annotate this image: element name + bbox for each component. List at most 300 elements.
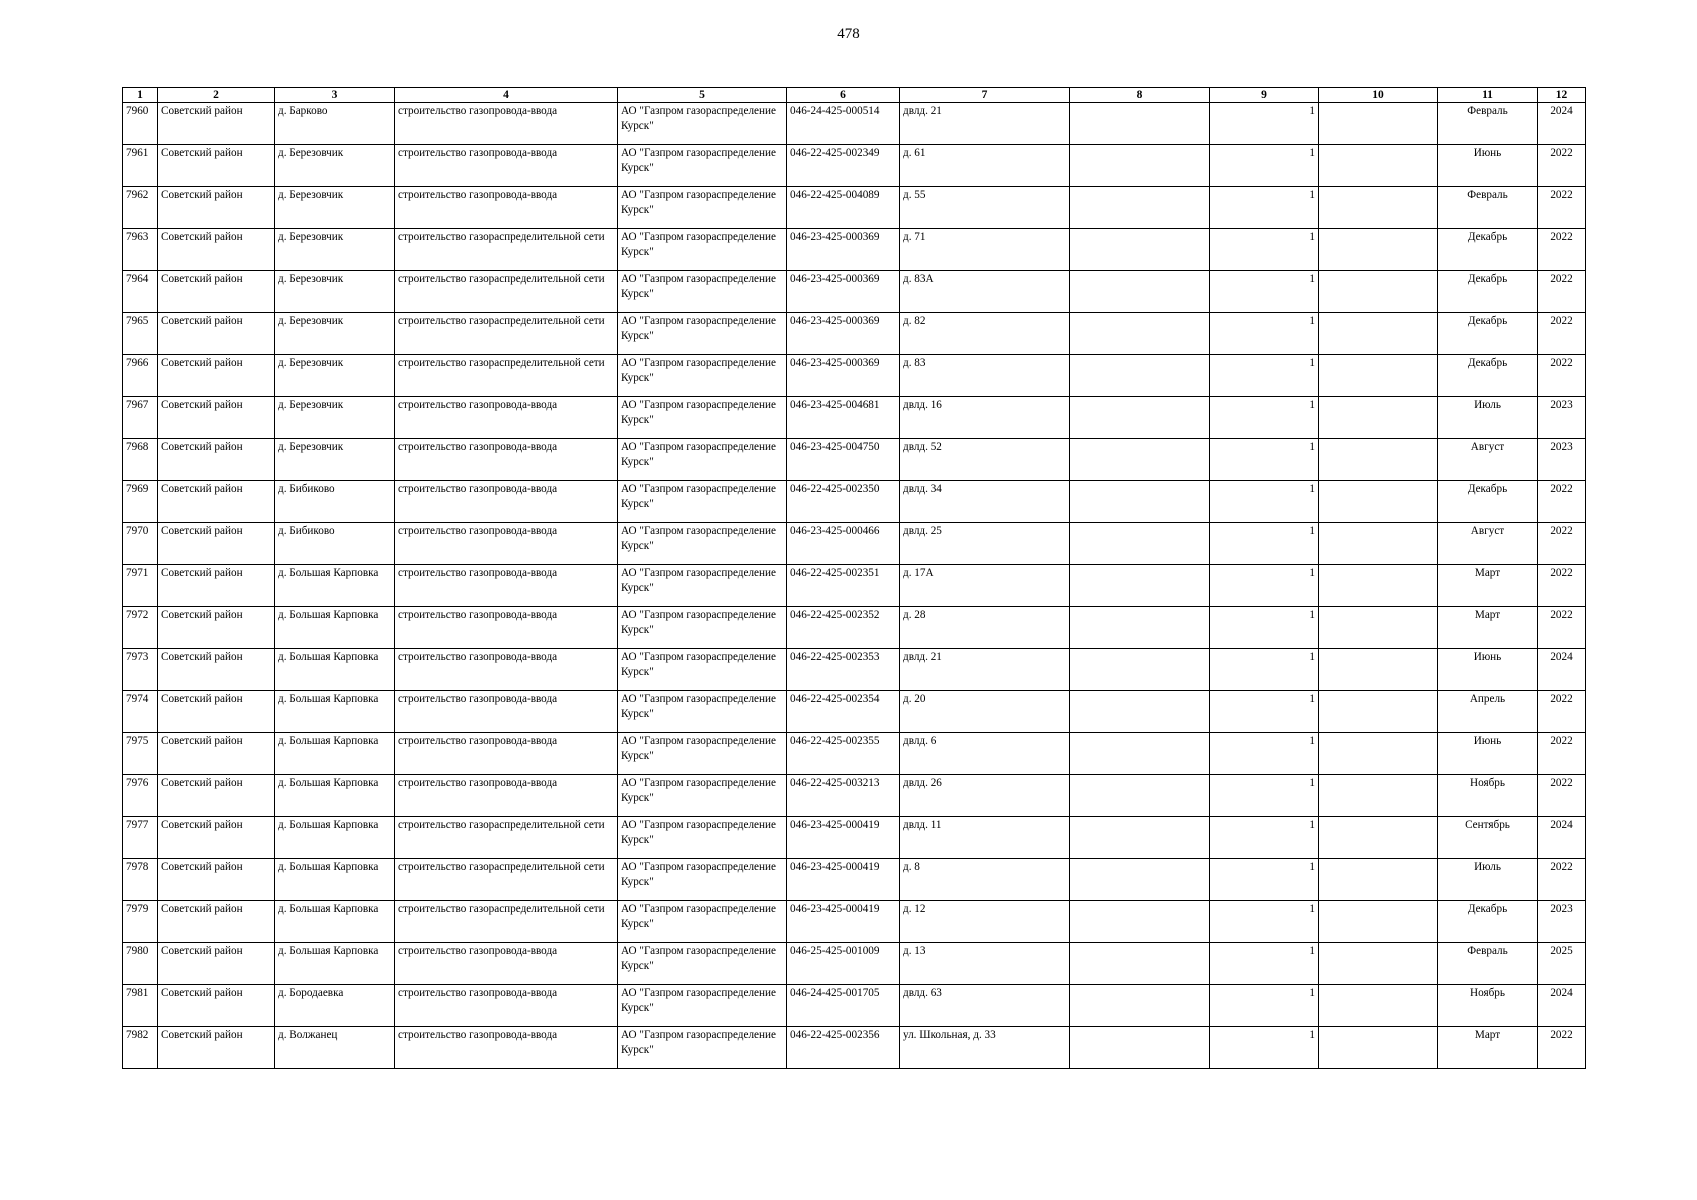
year-cell: 2023 — [1538, 439, 1586, 481]
organization-cell: АО "Газпром газораспределение Курск" — [618, 271, 787, 313]
table-row — [123, 817, 1586, 859]
column-8-cell — [1070, 733, 1210, 775]
row-number: 7960 — [123, 103, 158, 145]
work-type-cell: строительство газопровода-ввода — [395, 943, 618, 985]
table-row — [123, 397, 1586, 439]
quantity-cell: 1 — [1210, 397, 1319, 439]
table-row — [123, 229, 1586, 271]
month-cell: Февраль — [1438, 103, 1538, 145]
registry-code-cell: 046-23-425-000369 — [787, 355, 900, 397]
month-cell: Апрель — [1438, 691, 1538, 733]
work-type-cell: строительство газораспределительной сети — [395, 901, 618, 943]
column-header-11: 11 — [1438, 88, 1538, 103]
column-number-row — [123, 88, 1586, 103]
district-cell: Советский район — [158, 691, 275, 733]
district-cell: Советский район — [158, 1027, 275, 1069]
row-number: 7962 — [123, 187, 158, 229]
organization-cell: АО "Газпром газораспределение Курск" — [618, 1027, 787, 1069]
district-cell: Советский район — [158, 271, 275, 313]
month-cell: Август — [1438, 523, 1538, 565]
registry-code-cell: 046-22-425-002353 — [787, 649, 900, 691]
work-type-cell: строительство газопровода-ввода — [395, 103, 618, 145]
work-type-cell: строительство газопровода-ввода — [395, 775, 618, 817]
settlement-cell: д. Бибиково — [275, 523, 395, 565]
column-10-cell — [1319, 187, 1438, 229]
organization-cell: АО "Газпром газораспределение Курск" — [618, 901, 787, 943]
settlement-cell: д. Большая Карповка — [275, 733, 395, 775]
quantity-cell: 1 — [1210, 985, 1319, 1027]
table-row — [123, 355, 1586, 397]
year-cell: 2022 — [1538, 271, 1586, 313]
settlement-cell: д. Большая Карповка — [275, 607, 395, 649]
quantity-cell: 1 — [1210, 565, 1319, 607]
district-cell: Советский район — [158, 985, 275, 1027]
registry-code-cell: 046-22-425-002350 — [787, 481, 900, 523]
settlement-cell: д. Березовчик — [275, 271, 395, 313]
row-number: 7978 — [123, 859, 158, 901]
table-row — [123, 775, 1586, 817]
organization-cell: АО "Газпром газораспределение Курск" — [618, 691, 787, 733]
address-cell: д. 55 — [900, 187, 1070, 229]
district-cell: Советский район — [158, 649, 275, 691]
register-table — [122, 87, 1586, 1069]
work-type-cell: строительство газопровода-ввода — [395, 733, 618, 775]
address-cell: ул. Школьная, д. 33 — [900, 1027, 1070, 1069]
column-header-2: 2 — [158, 88, 275, 103]
work-type-cell: строительство газопровода-ввода — [395, 523, 618, 565]
district-cell: Советский район — [158, 313, 275, 355]
year-cell: 2022 — [1538, 565, 1586, 607]
work-type-cell: строительство газопровода-ввода — [395, 691, 618, 733]
address-cell: двлд. 25 — [900, 523, 1070, 565]
work-type-cell: строительство газопровода-ввода — [395, 397, 618, 439]
year-cell: 2023 — [1538, 397, 1586, 439]
quantity-cell: 1 — [1210, 103, 1319, 145]
month-cell: Июль — [1438, 859, 1538, 901]
address-cell: д. 8 — [900, 859, 1070, 901]
work-type-cell: строительство газораспределительной сети — [395, 817, 618, 859]
registry-code-cell: 046-23-425-000466 — [787, 523, 900, 565]
quantity-cell: 1 — [1210, 1027, 1319, 1069]
column-8-cell — [1070, 943, 1210, 985]
address-cell: д. 82 — [900, 313, 1070, 355]
row-number: 7981 — [123, 985, 158, 1027]
quantity-cell: 1 — [1210, 271, 1319, 313]
district-cell: Советский район — [158, 481, 275, 523]
work-type-cell: строительство газопровода-ввода — [395, 985, 618, 1027]
month-cell: Ноябрь — [1438, 985, 1538, 1027]
settlement-cell: д. Большая Карповка — [275, 943, 395, 985]
year-cell: 2024 — [1538, 817, 1586, 859]
table-row — [123, 985, 1586, 1027]
row-number: 7982 — [123, 1027, 158, 1069]
column-10-cell — [1319, 943, 1438, 985]
table-row — [123, 691, 1586, 733]
settlement-cell: д. Большая Карповка — [275, 859, 395, 901]
row-number: 7969 — [123, 481, 158, 523]
year-cell: 2022 — [1538, 1027, 1586, 1069]
settlement-cell: д. Большая Карповка — [275, 565, 395, 607]
month-cell: Июнь — [1438, 145, 1538, 187]
address-cell: двлд. 26 — [900, 775, 1070, 817]
work-type-cell: строительство газораспределительной сети — [395, 355, 618, 397]
row-number: 7966 — [123, 355, 158, 397]
month-cell: Декабрь — [1438, 313, 1538, 355]
quantity-cell: 1 — [1210, 859, 1319, 901]
column-8-cell — [1070, 187, 1210, 229]
column-10-cell — [1319, 313, 1438, 355]
organization-cell: АО "Газпром газораспределение Курск" — [618, 313, 787, 355]
column-10-cell — [1319, 103, 1438, 145]
table-row — [123, 439, 1586, 481]
column-header-9: 9 — [1210, 88, 1319, 103]
quantity-cell: 1 — [1210, 691, 1319, 733]
address-cell: д. 13 — [900, 943, 1070, 985]
column-8-cell — [1070, 691, 1210, 733]
column-10-cell — [1319, 901, 1438, 943]
column-8-cell — [1070, 817, 1210, 859]
registry-code-cell: 046-22-425-002351 — [787, 565, 900, 607]
organization-cell: АО "Газпром газораспределение Курск" — [618, 229, 787, 271]
quantity-cell: 1 — [1210, 145, 1319, 187]
column-10-cell — [1319, 397, 1438, 439]
quantity-cell: 1 — [1210, 817, 1319, 859]
quantity-cell: 1 — [1210, 187, 1319, 229]
row-number: 7977 — [123, 817, 158, 859]
work-type-cell: строительство газопровода-ввода — [395, 481, 618, 523]
column-8-cell — [1070, 523, 1210, 565]
address-cell: двлд. 16 — [900, 397, 1070, 439]
year-cell: 2025 — [1538, 943, 1586, 985]
registry-code-cell: 046-23-425-000369 — [787, 313, 900, 355]
work-type-cell: строительство газопровода-ввода — [395, 187, 618, 229]
row-number: 7972 — [123, 607, 158, 649]
row-number: 7963 — [123, 229, 158, 271]
table-row — [123, 733, 1586, 775]
year-cell: 2022 — [1538, 523, 1586, 565]
work-type-cell: строительство газораспределительной сети — [395, 229, 618, 271]
table-row — [123, 481, 1586, 523]
month-cell: Август — [1438, 439, 1538, 481]
district-cell: Советский район — [158, 901, 275, 943]
quantity-cell: 1 — [1210, 901, 1319, 943]
settlement-cell: д. Березовчик — [275, 397, 395, 439]
quantity-cell: 1 — [1210, 313, 1319, 355]
district-cell: Советский район — [158, 439, 275, 481]
quantity-cell: 1 — [1210, 229, 1319, 271]
quantity-cell: 1 — [1210, 355, 1319, 397]
address-cell: д. 83 — [900, 355, 1070, 397]
district-cell: Советский район — [158, 733, 275, 775]
settlement-cell: д. Большая Карповка — [275, 775, 395, 817]
column-8-cell — [1070, 985, 1210, 1027]
month-cell: Июль — [1438, 397, 1538, 439]
column-8-cell — [1070, 481, 1210, 523]
quantity-cell: 1 — [1210, 607, 1319, 649]
year-cell: 2024 — [1538, 103, 1586, 145]
month-cell: Декабрь — [1438, 481, 1538, 523]
work-type-cell: строительство газопровода-ввода — [395, 649, 618, 691]
year-cell: 2024 — [1538, 985, 1586, 1027]
settlement-cell: д. Бородаевка — [275, 985, 395, 1027]
table-body — [123, 103, 1586, 1069]
address-cell: д. 83А — [900, 271, 1070, 313]
column-10-cell — [1319, 985, 1438, 1027]
row-number: 7979 — [123, 901, 158, 943]
year-cell: 2022 — [1538, 733, 1586, 775]
work-type-cell: строительство газопровода-ввода — [395, 607, 618, 649]
column-8-cell — [1070, 439, 1210, 481]
district-cell: Советский район — [158, 775, 275, 817]
address-cell: д. 71 — [900, 229, 1070, 271]
column-8-cell — [1070, 775, 1210, 817]
settlement-cell: д. Березовчик — [275, 229, 395, 271]
organization-cell: АО "Газпром газораспределение Курск" — [618, 397, 787, 439]
table-row — [123, 313, 1586, 355]
row-number: 7975 — [123, 733, 158, 775]
address-cell: д. 12 — [900, 901, 1070, 943]
settlement-cell: д. Волжанец — [275, 1027, 395, 1069]
work-type-cell: строительство газораспределительной сети — [395, 859, 618, 901]
work-type-cell: строительство газораспределительной сети — [395, 313, 618, 355]
month-cell: Март — [1438, 607, 1538, 649]
organization-cell: АО "Газпром газораспределение Курск" — [618, 943, 787, 985]
month-cell: Февраль — [1438, 943, 1538, 985]
registry-code-cell: 046-23-425-000369 — [787, 229, 900, 271]
address-cell: двлд. 34 — [900, 481, 1070, 523]
district-cell: Советский район — [158, 355, 275, 397]
column-8-cell — [1070, 649, 1210, 691]
row-number: 7961 — [123, 145, 158, 187]
work-type-cell: строительство газопровода-ввода — [395, 1027, 618, 1069]
year-cell: 2022 — [1538, 145, 1586, 187]
column-10-cell — [1319, 355, 1438, 397]
column-10-cell — [1319, 565, 1438, 607]
registry-code-cell: 046-22-425-003213 — [787, 775, 900, 817]
column-10-cell — [1319, 733, 1438, 775]
quantity-cell: 1 — [1210, 733, 1319, 775]
registry-code-cell: 046-22-425-002352 — [787, 607, 900, 649]
organization-cell: АО "Газпром газораспределение Курск" — [618, 145, 787, 187]
row-number: 7974 — [123, 691, 158, 733]
column-header-3: 3 — [275, 88, 395, 103]
organization-cell: АО "Газпром газораспределение Курск" — [618, 607, 787, 649]
table-row — [123, 187, 1586, 229]
organization-cell: АО "Газпром газораспределение Курск" — [618, 103, 787, 145]
quantity-cell: 1 — [1210, 649, 1319, 691]
row-number: 7970 — [123, 523, 158, 565]
column-10-cell — [1319, 817, 1438, 859]
column-10-cell — [1319, 439, 1438, 481]
settlement-cell: д. Березовчик — [275, 313, 395, 355]
column-8-cell — [1070, 103, 1210, 145]
month-cell: Сентябрь — [1438, 817, 1538, 859]
column-header-7: 7 — [900, 88, 1070, 103]
table-row — [123, 943, 1586, 985]
district-cell: Советский район — [158, 145, 275, 187]
row-number: 7976 — [123, 775, 158, 817]
table-row — [123, 565, 1586, 607]
organization-cell: АО "Газпром газораспределение Курск" — [618, 733, 787, 775]
year-cell: 2022 — [1538, 691, 1586, 733]
column-header-10: 10 — [1319, 88, 1438, 103]
organization-cell: АО "Газпром газораспределение Курск" — [618, 481, 787, 523]
month-cell: Декабрь — [1438, 901, 1538, 943]
settlement-cell: д. Березовчик — [275, 355, 395, 397]
registry-code-cell: 046-22-425-002349 — [787, 145, 900, 187]
district-cell: Советский район — [158, 565, 275, 607]
year-cell: 2022 — [1538, 229, 1586, 271]
work-type-cell: строительство газопровода-ввода — [395, 439, 618, 481]
column-10-cell — [1319, 1027, 1438, 1069]
row-number: 7968 — [123, 439, 158, 481]
month-cell: Декабрь — [1438, 355, 1538, 397]
month-cell: Июнь — [1438, 649, 1538, 691]
table-row — [123, 607, 1586, 649]
column-header-12: 12 — [1538, 88, 1586, 103]
column-8-cell — [1070, 859, 1210, 901]
settlement-cell: д. Березовчик — [275, 187, 395, 229]
column-8-cell — [1070, 313, 1210, 355]
district-cell: Советский район — [158, 607, 275, 649]
address-cell: д. 61 — [900, 145, 1070, 187]
work-type-cell: строительство газораспределительной сети — [395, 271, 618, 313]
column-header-1: 1 — [123, 88, 158, 103]
registry-code-cell: 046-23-425-000419 — [787, 817, 900, 859]
column-10-cell — [1319, 271, 1438, 313]
year-cell: 2022 — [1538, 355, 1586, 397]
district-cell: Советский район — [158, 397, 275, 439]
column-8-cell — [1070, 271, 1210, 313]
row-number: 7971 — [123, 565, 158, 607]
district-cell: Советский район — [158, 103, 275, 145]
settlement-cell: д. Большая Карповка — [275, 649, 395, 691]
year-cell: 2023 — [1538, 901, 1586, 943]
column-header-5: 5 — [618, 88, 787, 103]
district-cell: Советский район — [158, 523, 275, 565]
row-number: 7980 — [123, 943, 158, 985]
year-cell: 2022 — [1538, 313, 1586, 355]
column-10-cell — [1319, 691, 1438, 733]
address-cell: двлд. 63 — [900, 985, 1070, 1027]
column-10-cell — [1319, 649, 1438, 691]
table-row — [123, 145, 1586, 187]
registry-code-cell: 046-23-425-000419 — [787, 901, 900, 943]
table-row — [123, 523, 1586, 565]
address-cell: двлд. 21 — [900, 649, 1070, 691]
address-cell: двлд. 6 — [900, 733, 1070, 775]
column-header-4: 4 — [395, 88, 618, 103]
registry-code-cell: 046-22-425-002355 — [787, 733, 900, 775]
registry-code-cell: 046-23-425-000419 — [787, 859, 900, 901]
settlement-cell: д. Большая Карповка — [275, 817, 395, 859]
column-10-cell — [1319, 775, 1438, 817]
table-row — [123, 649, 1586, 691]
column-8-cell — [1070, 397, 1210, 439]
registry-code-cell: 046-22-425-002354 — [787, 691, 900, 733]
table-row — [123, 859, 1586, 901]
address-cell: д. 28 — [900, 607, 1070, 649]
registry-code-cell: 046-24-425-001705 — [787, 985, 900, 1027]
column-10-cell — [1319, 145, 1438, 187]
quantity-cell: 1 — [1210, 943, 1319, 985]
district-cell: Советский район — [158, 229, 275, 271]
column-10-cell — [1319, 229, 1438, 271]
address-cell: двлд. 21 — [900, 103, 1070, 145]
column-header-6: 6 — [787, 88, 900, 103]
address-cell: двлд. 11 — [900, 817, 1070, 859]
registry-code-cell: 046-22-425-002356 — [787, 1027, 900, 1069]
work-type-cell: строительство газопровода-ввода — [395, 145, 618, 187]
district-cell: Советский район — [158, 817, 275, 859]
district-cell: Советский район — [158, 187, 275, 229]
organization-cell: АО "Газпром газораспределение Курск" — [618, 985, 787, 1027]
work-type-cell: строительство газопровода-ввода — [395, 565, 618, 607]
quantity-cell: 1 — [1210, 523, 1319, 565]
registry-code-cell: 046-25-425-001009 — [787, 943, 900, 985]
month-cell: Июнь — [1438, 733, 1538, 775]
organization-cell: АО "Газпром газораспределение Курск" — [618, 817, 787, 859]
organization-cell: АО "Газпром газораспределение Курск" — [618, 355, 787, 397]
column-10-cell — [1319, 523, 1438, 565]
row-number: 7967 — [123, 397, 158, 439]
column-8-cell — [1070, 901, 1210, 943]
month-cell: Ноябрь — [1438, 775, 1538, 817]
column-8-cell — [1070, 229, 1210, 271]
table-row — [123, 901, 1586, 943]
organization-cell: АО "Газпром газораспределение Курск" — [618, 775, 787, 817]
settlement-cell: д. Бибиково — [275, 481, 395, 523]
row-number: 7965 — [123, 313, 158, 355]
column-8-cell — [1070, 355, 1210, 397]
column-8-cell — [1070, 565, 1210, 607]
settlement-cell: д. Барково — [275, 103, 395, 145]
settlement-cell: д. Березовчик — [275, 439, 395, 481]
address-cell: двлд. 52 — [900, 439, 1070, 481]
year-cell: 2022 — [1538, 481, 1586, 523]
row-number: 7964 — [123, 271, 158, 313]
organization-cell: АО "Газпром газораспределение Курск" — [618, 859, 787, 901]
settlement-cell: д. Большая Карповка — [275, 691, 395, 733]
organization-cell: АО "Газпром газораспределение Курск" — [618, 649, 787, 691]
quantity-cell: 1 — [1210, 775, 1319, 817]
year-cell: 2022 — [1538, 775, 1586, 817]
column-8-cell — [1070, 1027, 1210, 1069]
district-cell: Советский район — [158, 859, 275, 901]
page-number: 478 — [837, 26, 860, 42]
column-8-cell — [1070, 145, 1210, 187]
column-header-8: 8 — [1070, 88, 1210, 103]
quantity-cell: 1 — [1210, 439, 1319, 481]
registry-code-cell: 046-22-425-004089 — [787, 187, 900, 229]
registry-code-cell: 046-23-425-000369 — [787, 271, 900, 313]
month-cell: Декабрь — [1438, 229, 1538, 271]
organization-cell: АО "Газпром газораспределение Курск" — [618, 439, 787, 481]
organization-cell: АО "Газпром газораспределение Курск" — [618, 187, 787, 229]
district-cell: Советский район — [158, 943, 275, 985]
table-row — [123, 271, 1586, 313]
column-10-cell — [1319, 859, 1438, 901]
address-cell: д. 17А — [900, 565, 1070, 607]
address-cell: д. 20 — [900, 691, 1070, 733]
quantity-cell: 1 — [1210, 481, 1319, 523]
registry-code-cell: 046-24-425-000514 — [787, 103, 900, 145]
column-10-cell — [1319, 481, 1438, 523]
month-cell: Февраль — [1438, 187, 1538, 229]
registry-code-cell: 046-23-425-004750 — [787, 439, 900, 481]
organization-cell: АО "Газпром газораспределение Курск" — [618, 523, 787, 565]
table-row — [123, 1027, 1586, 1069]
